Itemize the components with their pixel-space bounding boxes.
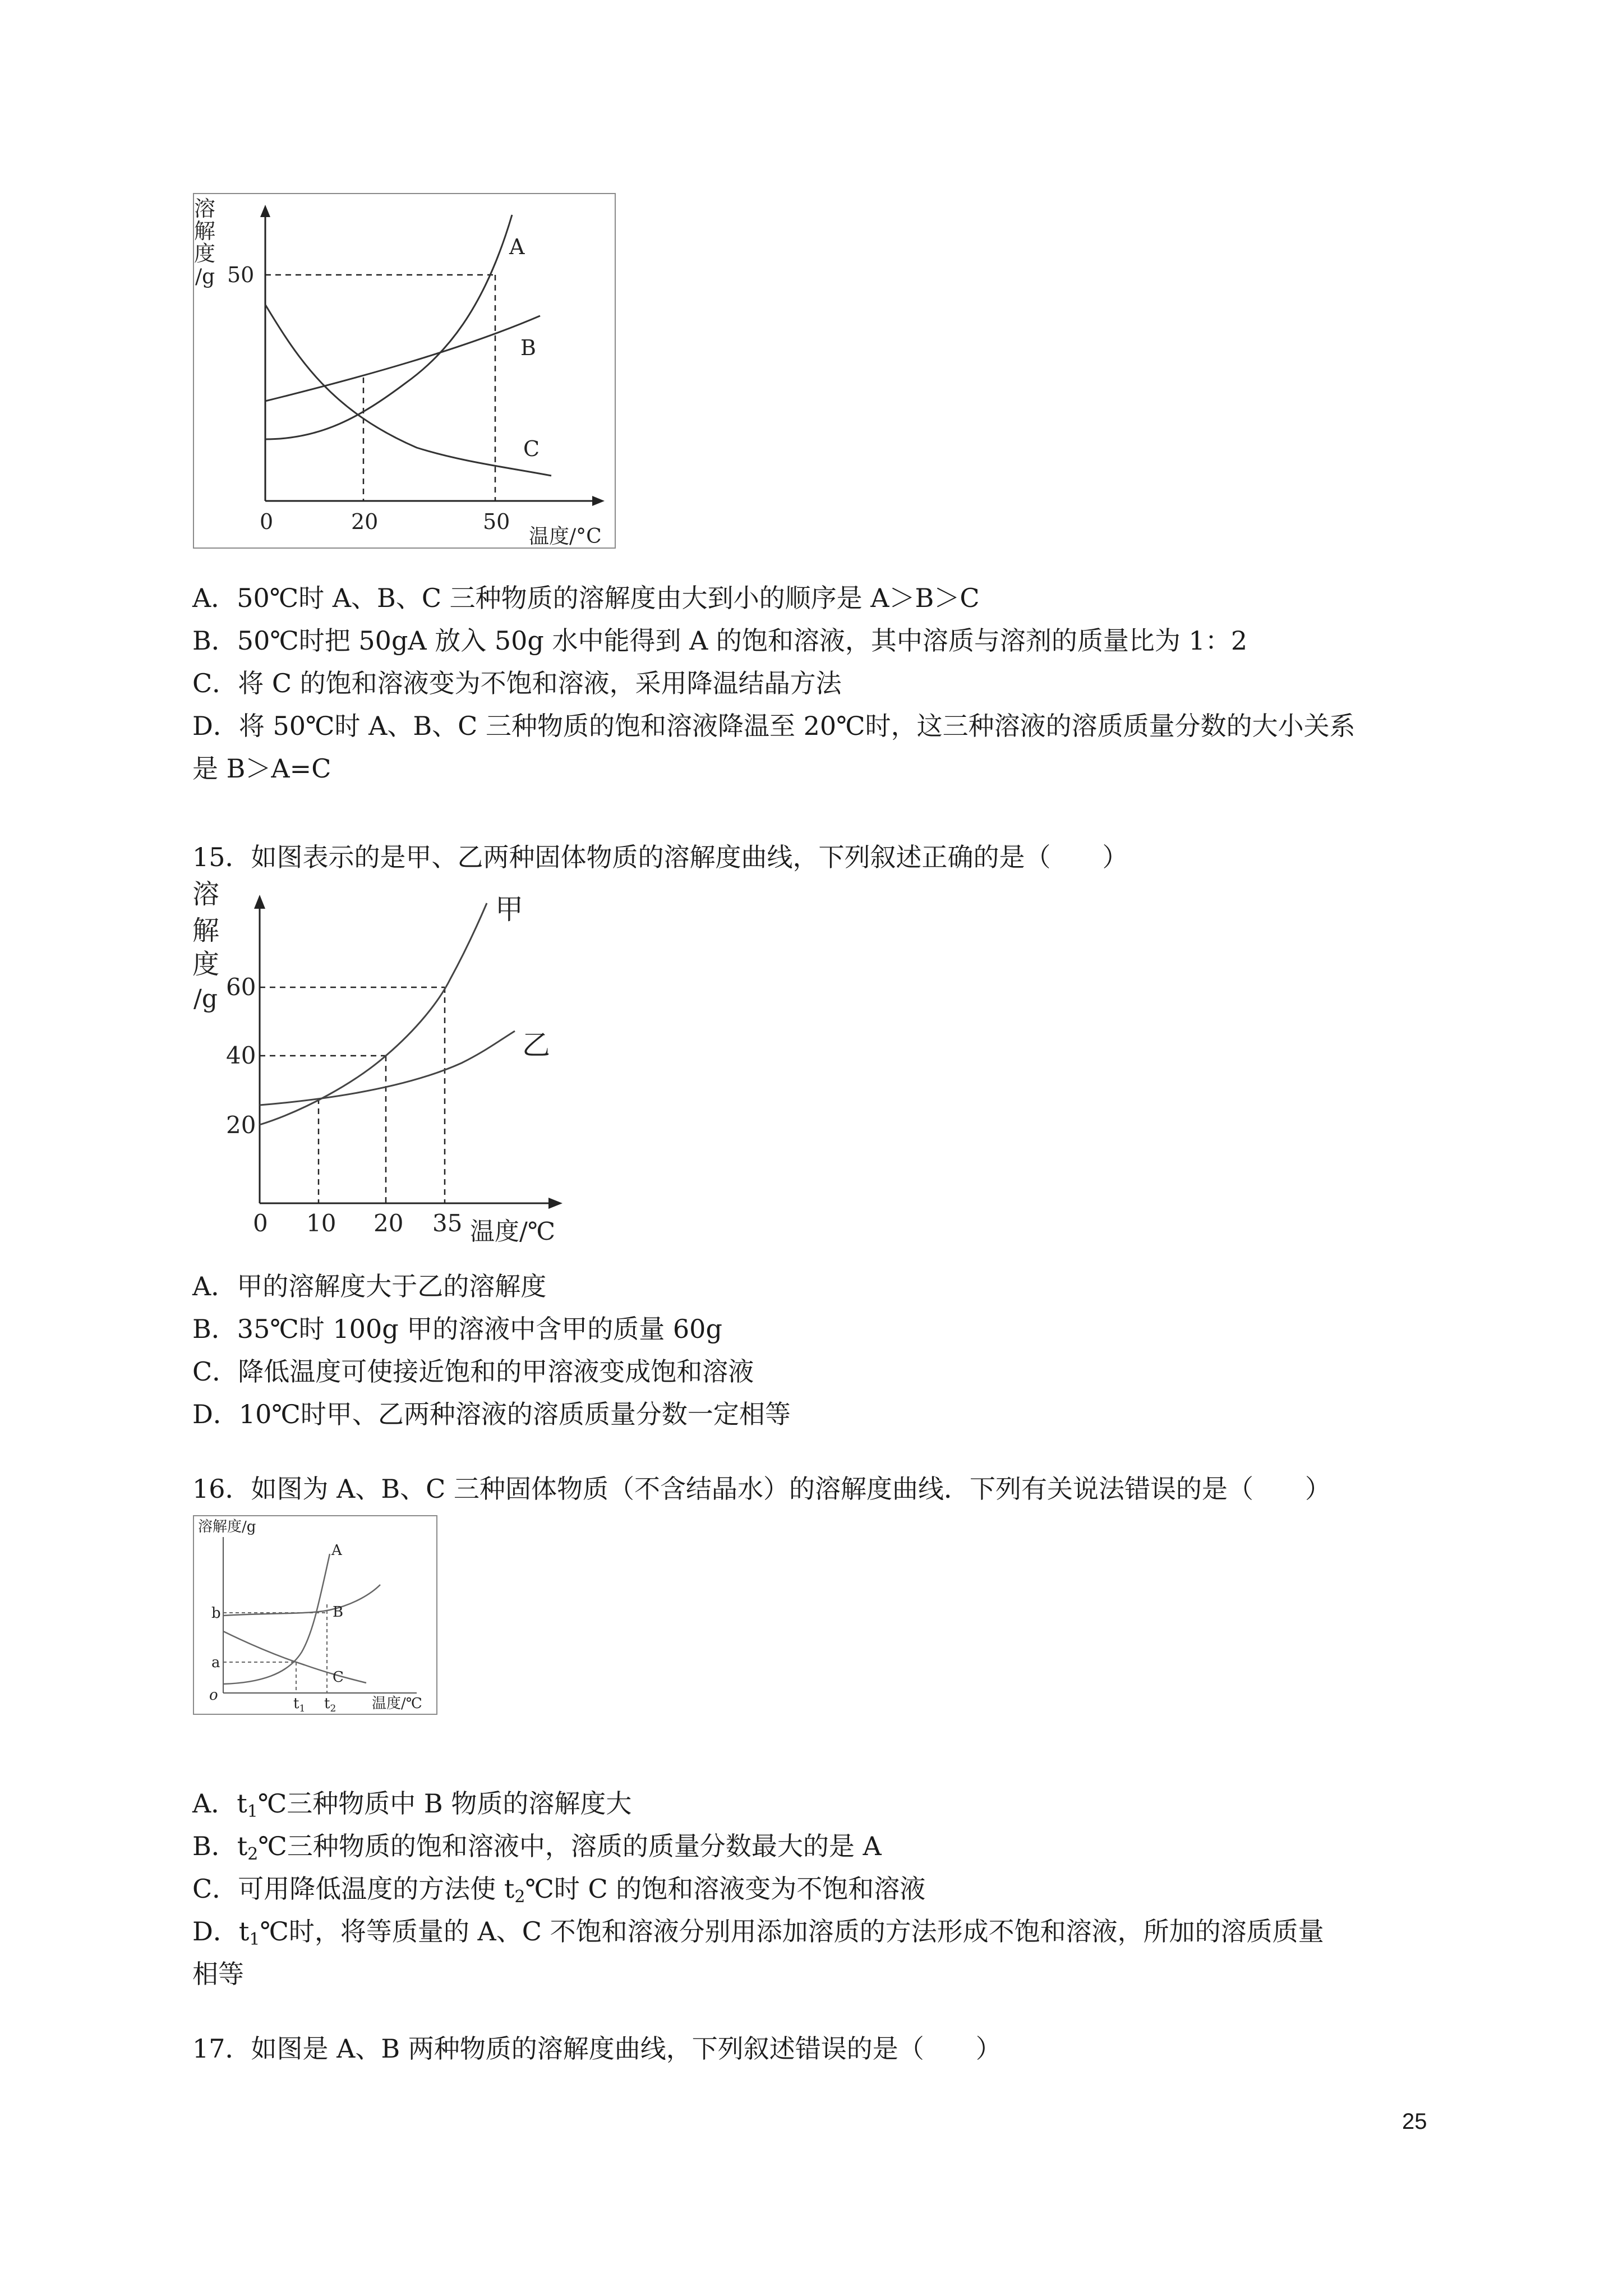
q14-xtick-50: 50 (483, 509, 510, 534)
q15-ylabel-2: 解 (192, 915, 220, 946)
q15-option-c: C．降低温度可使接近饱和的甲溶液变成饱和溶液 (192, 1356, 754, 1387)
q15-xlabel: 温度/℃ (470, 1217, 556, 1245)
q15-ytick-20: 20 (226, 1111, 256, 1139)
q14-xlabel: 温度/°C (529, 525, 602, 548)
q14-figure (192, 192, 619, 551)
q16-option-c: C．可用降低温度的方法使 $t_2℃$时 C 的饱和溶液变为不饱和溶液 (192, 1874, 926, 1907)
q15-option-a: A．甲的溶解度大于乙的溶解度 (192, 1271, 547, 1301)
q14-option-c: C．将 C 的饱和溶液变为不饱和溶液，采用降温结晶方法 (192, 668, 842, 698)
q16-label-c: C (333, 1669, 344, 1686)
q14-label-a: A (509, 234, 525, 259)
q17-title: 17．如图是 A、B 两种物质的溶解度曲线，下列叙述错误的是（ ） (192, 2033, 1002, 2064)
q16-xtick-t1: $t_1$ (293, 1695, 306, 1714)
q15-xtick-10: 10 (306, 1209, 336, 1237)
q16-option-a: A．$t_1℃$三种物质中 B 物质的溶解度大 (192, 1788, 632, 1821)
q14-ytick-50: 50 (227, 263, 255, 287)
q16-ytick-a: a (211, 1654, 220, 1671)
q16-xtick-t2: $t_2$ (324, 1695, 336, 1714)
q16-origin: o (209, 1687, 218, 1704)
q14-curve-a (265, 215, 512, 439)
q16-curve-a (223, 1554, 330, 1684)
q16-option-d: D．$t_1℃$时，将等质量的 A、C 不饱和溶液分别用添加溶质的方法形成不饱和溶液，所加的溶质质量 (192, 1916, 1324, 1949)
q16-curve-c (223, 1631, 366, 1683)
q14-option-b: B．50℃时把 50gA 放入 50g 水中能得到 A 的饱和溶液，其中溶质与溶剂的质量比为 1：2 (192, 625, 1248, 656)
q14-option-d: D．将 50℃时 A、B、C 三种物质的饱和溶液降温至 20℃时，这三种溶液的溶质质量分数的大小关系 (192, 711, 1355, 741)
q15-ytick-60: 60 (226, 973, 256, 1001)
q15-ylabel-3: 度 (192, 949, 220, 980)
q16-ytick-b: b (211, 1605, 221, 1622)
q15-yunit: /g (193, 984, 218, 1013)
q15-xtick-20: 20 (374, 1209, 404, 1237)
q15-title: 15．如图表示的是甲、乙两种固体物质的溶解度曲线，下列叙述正确的是（ ） (192, 842, 1128, 872)
q14-ylabel-3: 度 (194, 241, 216, 266)
q14-curve-b (265, 316, 540, 401)
q15-option-b: B．35℃时 100g 甲的溶液中含甲的质量 60g (192, 1314, 722, 1344)
q14-option-d-cont: 是 B＞A=C (192, 753, 331, 784)
q14-xtick-0: 0 (260, 509, 274, 534)
q15-curve-jia (260, 903, 487, 1125)
q15-xtick-35: 35 (432, 1209, 463, 1237)
q16-option-b: B．$t_2℃$三种物质的饱和溶液中，溶质的质量分数最大的是 A (192, 1831, 882, 1864)
q14-yunit: /g (195, 265, 215, 288)
q14-ylabel-1: 溶 (194, 196, 216, 221)
q16-curve-b (223, 1585, 380, 1616)
q16-option-d-cont: 相等 (192, 1959, 244, 1989)
q15-ylabel-1: 溶 (192, 881, 220, 910)
q15-figure (192, 881, 574, 1245)
q15-curve-yi (260, 1031, 515, 1105)
page-number: 25 (1402, 2109, 1427, 2134)
q15-label-yi: 乙 (522, 1029, 550, 1061)
q14-ylabel-2: 解 (194, 219, 216, 243)
q15-ytick-40: 40 (226, 1042, 256, 1069)
q15-label-jia: 甲 (495, 893, 523, 926)
q14-xtick-20: 20 (351, 509, 379, 534)
q16-xlabel: 温度/℃ (372, 1695, 422, 1712)
q14-option-a: A．50℃时 A、B、C 三种物质的溶解度由大到小的顺序是 A＞B＞C (192, 583, 980, 613)
q15-xtick-0: 0 (253, 1209, 268, 1237)
q16-figure (192, 1515, 439, 1717)
q16-ylabel: 溶解度/g (198, 1519, 256, 1535)
q16-label-a: A (331, 1542, 342, 1559)
q16-label-b: B (333, 1604, 344, 1621)
q16-title: 16．如图为 A、B、C 三种固体物质（不含结晶水）的溶解度曲线．下列有关说法错误的是（ ） (192, 1474, 1331, 1504)
q14-label-b: B (520, 335, 536, 360)
q15-option-d: D．10℃时甲、乙两种溶液的溶质质量分数一定相等 (192, 1399, 791, 1429)
q14-label-c: C (523, 436, 540, 461)
